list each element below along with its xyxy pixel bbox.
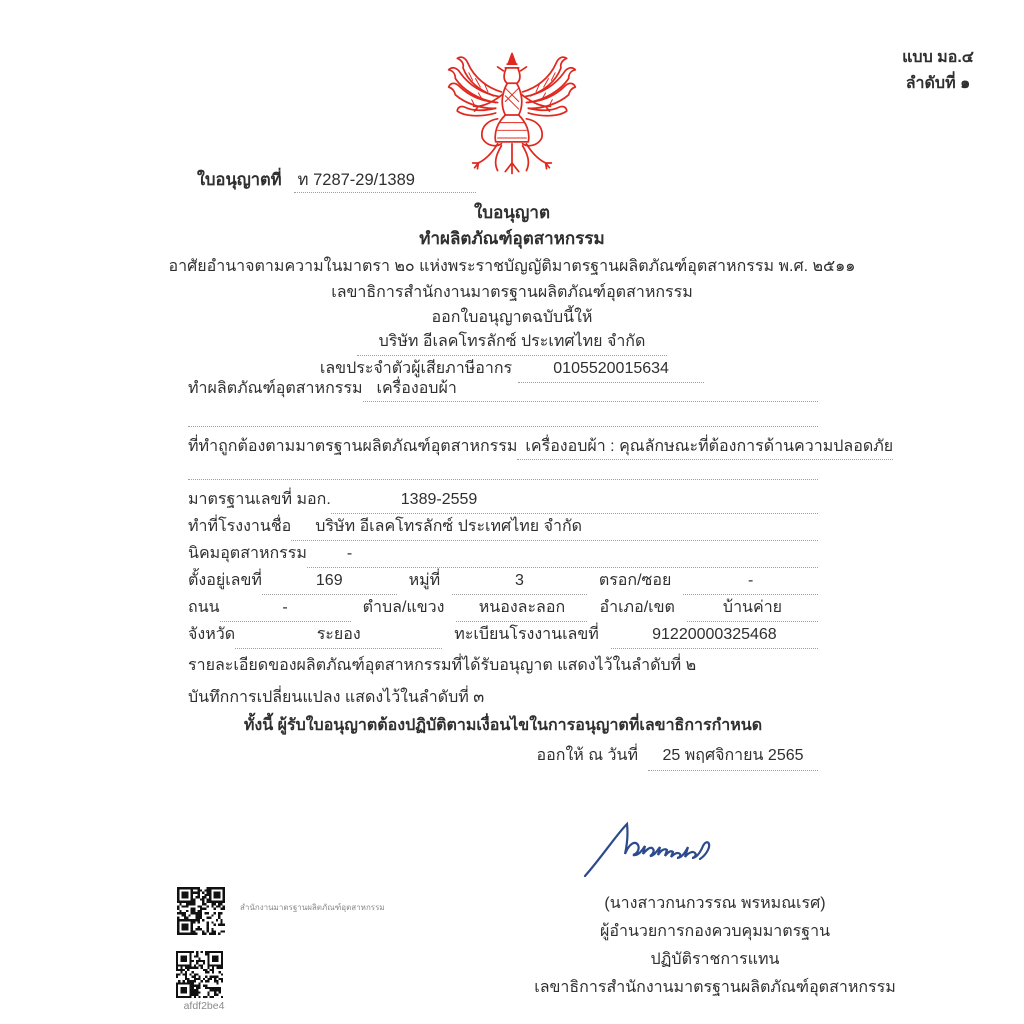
signature-block [515,820,915,1002]
detail-note: รายละเอียดของผลิตภัณฑ์อุตสาหกรรมที่ได้รับอนุญาต แสดงไว้ในลำดับที่ ๒ [188,657,697,674]
form-fields [188,377,894,771]
subdistrict-value: หนองละลอก [456,594,587,622]
issue-date-row [188,742,818,771]
signer-title-3: เลขาธิการสำนักงานมาตรฐานผลิตภัณฑ์อุตสาหกรรม [534,979,896,996]
issue-date-label: ออกให้ ณ วันที่ [536,747,638,764]
factory-registration-value: 91220000325468 [611,621,818,649]
moo-label: หมู่ที่ [408,572,441,589]
product-row [188,377,818,402]
industrial-estate-label: นิคมอุตสาหกรรม [188,545,307,562]
grantee-name: บริษัท อีเลคโทรลักซ์ ประเทศไทย จำกัด [357,330,668,356]
standard-number-label: มาตรฐานเลขที่ มอก. [188,491,331,508]
signer-title-2: ปฏิบัติราชการแทน [650,951,780,968]
province-row [188,621,818,648]
form-code: แบบ มอ.๔ [902,49,974,66]
sequence-number: ลำดับที่ ๑ [905,75,971,92]
factory-name-label: ทำที่โรงงานชื่อ [188,518,292,535]
product-value: เครื่องอบผ้า [363,377,819,402]
qr-code-id: afdf2be4 [183,1000,225,1012]
factory-name-value: บริษัท อีเลคโทรลักซ์ ประเทศไทย จำกัด [291,513,818,541]
signer-title-1: ผู้อำนวยการกองควบคุมมาตรฐาน [600,923,830,940]
license-number-value: ท 7287-29/1389 [294,168,476,193]
road-value: - [220,594,351,622]
soi-label: ตรอก/ซอย [598,572,672,589]
compliance-label: ที่ทำถูกต้องตามมาตรฐานผลิตภัณฑ์อุตสาหกรรม [188,438,518,455]
signer-name: (นางสาวกนกวรรณ พรหมณเรศ) [604,895,826,912]
issue-date-value: 25 พฤศจิกายน 2565 [648,742,818,771]
standard-number-row [188,486,818,513]
preamble-line-1: อาศัยอำนาจตามความในมาตรา ๒๐ แห่งพระราชบัญญัติมาตรฐานผลิตภัณฑ์อุตสาหกรรม พ.ศ. ๒๕๑๑ [168,258,856,275]
signature-autograph-icon [581,820,731,882]
garuda-emblem-icon [440,50,584,178]
moo-value: 3 [452,567,587,595]
district-value: บ้านค่าย [687,594,818,622]
compliance-value: เครื่องอบผ้า : คุณลักษณะที่ต้องการด้านความปลอดภัย [517,435,893,460]
dotted-writing-line [188,460,818,480]
qr-code-document-icon [176,951,223,998]
change-note: บันทึกการเปลี่ยนแปลง แสดงไว้ในลำดับที่ ๓ [188,689,485,706]
document-title: ใบอนุญาต [474,203,550,222]
address-number-value: 169 [262,567,397,595]
license-number-label: ใบอนุญาตที่ [197,171,282,189]
district-label: อำเภอ/เขต [599,599,675,616]
compliance-row [188,435,894,460]
road-row [188,594,818,621]
tax-id-label: เลขประจำตัวผู้เสียภาษีอากร [319,360,513,377]
qr-code-office-icon [177,887,225,935]
road-label: ถนน [188,599,220,616]
tax-id-value: 0105520015634 [518,357,704,383]
dotted-writing-line [188,402,818,427]
license-number-row [197,168,476,193]
preamble-line-3: ออกใบอนุญาตฉบับนี้ให้ [431,309,593,326]
province-label: จังหวัด [188,626,236,643]
condition-note: ทั้งนี้ ผู้รับใบอนุญาตต้องปฏิบัติตามเงื่อนไขในการอนุญาตที่เลขาธิการกำหนด [243,717,763,734]
preamble-line-2: เลขาธิการสำนักงานมาตรฐานผลิตภัณฑ์อุตสาหกรรม [331,284,693,301]
industrial-estate-row [188,540,818,567]
address-number-label: ตั้งอยู่เลขที่ [188,572,262,589]
standard-number-value: 1389-2559 [331,486,818,514]
soi-value: - [683,567,818,595]
factory-name-row [188,513,818,540]
factory-registration-label: ทะเบียนโรงงานเลขที่ [454,626,599,643]
province-value: ระยอง [235,621,442,649]
address-row [188,567,818,594]
industrial-estate-value: - [307,540,818,568]
form-code-block [878,45,998,97]
qr-caption: สำนักงานมาตรฐานผลิตภัณฑ์อุตสาหกรรม [240,903,385,912]
grantee-name-row [0,330,1024,356]
document-subtitle: ทำผลิตภัณฑ์อุตสาหกรรม [419,229,605,248]
product-label: ทำผลิตภัณฑ์อุตสาหกรรม [188,380,363,397]
subdistrict-label: ตำบล/แขวง [362,599,445,616]
